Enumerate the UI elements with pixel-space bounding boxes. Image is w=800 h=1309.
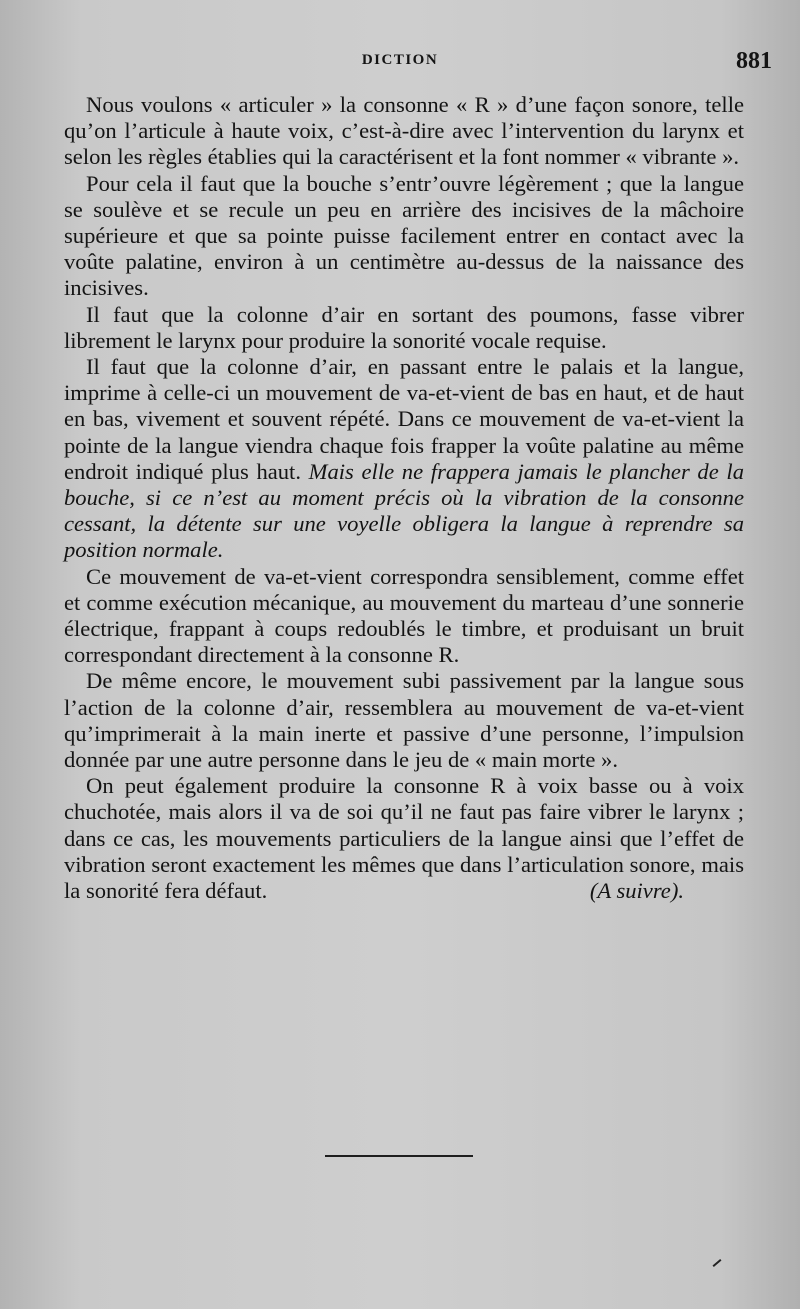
continuation-note: (A suivre). bbox=[589, 878, 684, 904]
paragraph-3: Il faut que la colonne d’air en sortant des poumons, fasse vibrer librement le larynx pour produire la sonorité vocale requise. bbox=[64, 301, 744, 353]
paragraph-4 bbox=[64, 354, 744, 564]
section-divider bbox=[325, 1155, 473, 1157]
page-header bbox=[0, 48, 800, 78]
paragraph-4-roman: Il faut que la colonne d’air, en passant entre le palais et la langue, imprime à celle-ci un mouvement de va-et-vient de bas en haut, et de haut en bas, vivement et souvent répété. Dans ce mouvement de va-et-vient la pointe de la langue viendra chaque fois frapper la voûte palatine au même endroit indiqué plus haut. bbox=[64, 354, 744, 484]
paragraph-5: Ce mouvement de va-et-vient correspondra sensiblement, comme effet et comme exécution mécanique, au mouvement du marteau d’une sonnerie électrique, frappant à coups redoublés le timbre, et produisant un bruit correspondant directement à la consonne R. bbox=[64, 563, 744, 668]
paragraph-6: De même encore, le mouvement subi passivement par la langue sous l’action de la colonne d’air, ressemblera au mouvement de va-et-vient qu’imprimerait à la main inerte et passive d’une personne, l’impulsion donnée par une autre personne dans le jeu de « main morte ». bbox=[64, 668, 744, 773]
paragraph-4-italic: Mais elle ne frappera jamais le plancher de la bouche, si ce n’est au moment précis où la vibration de la consonne cessant, la détente sur une voyelle obligera la langue à reprendre sa position normale. bbox=[64, 458, 744, 563]
paragraph-2: Pour cela il faut que la bouche s’entr’ouvre légèrement ; que la langue se soulève et se recule un peu en arrière des incisives de la mâchoire supérieure et que sa pointe puisse facilement entrer en contact avec la voûte palatine, environ à un centimètre au-dessus de la naissance des incisives. bbox=[64, 170, 744, 301]
body-text bbox=[64, 92, 744, 905]
running-title: DICTION bbox=[361, 52, 439, 68]
paragraph-1: Nous voulons « articuler » la consonne « R » d’une façon sonore, telle qu’on l’articule à haute voix, c’est-à-dire avec l’intervention du larynx et selon les règles établies qui la caractérisent et la font nommer « vibrante ». bbox=[64, 92, 744, 170]
pen-mark bbox=[713, 1259, 722, 1267]
page-number: 881 bbox=[736, 48, 772, 74]
paragraph-7: On peut également produire la consonne R à voix basse ou à voix chuchotée, mais alors il va de soi qu’il ne faut pas faire vibrer le larynx ; dans ce cas, les mouvements particuliers de la langue ainsi que l’effet de vibration seront exactement les mêmes que dans l’articulation sonore, mais la sonorité fera défaut. bbox=[64, 773, 744, 904]
